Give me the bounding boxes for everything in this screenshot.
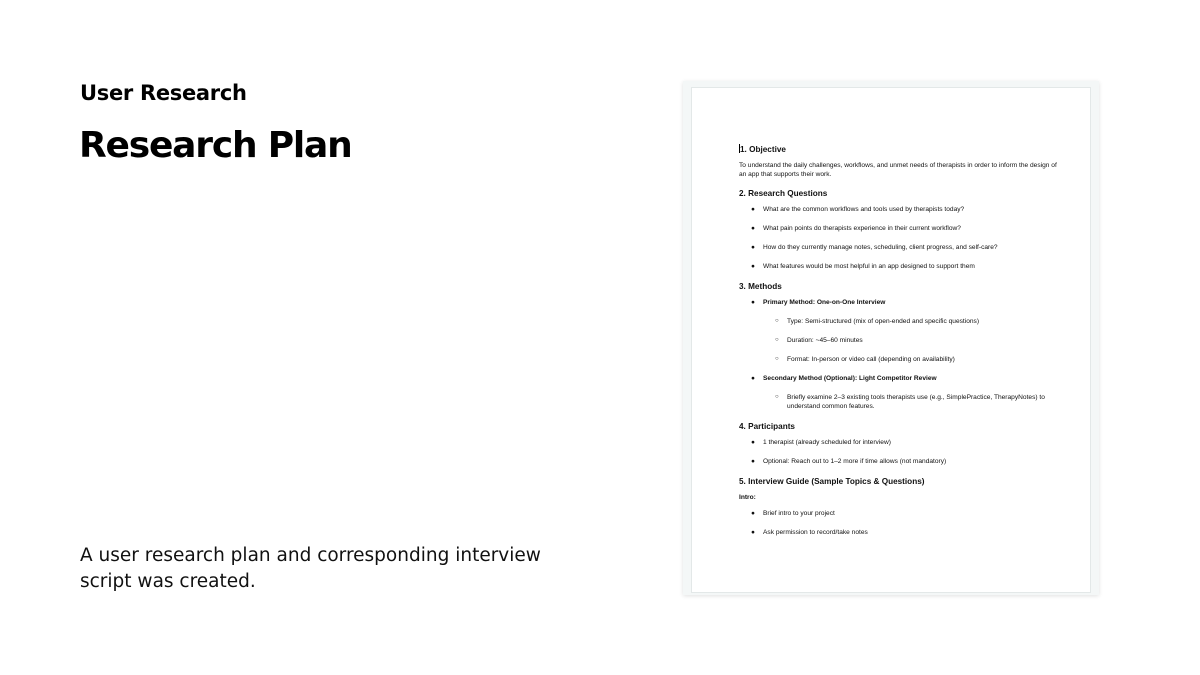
research-questions-heading: 2. Research Questions	[739, 188, 828, 198]
list-item: ● 1 therapist (already scheduled for interview)	[751, 439, 891, 447]
participants-list	[739, 438, 1059, 466]
list-item: ● Secondary Method (Optional): Light Competitor Review ○ Briefly examine 2–3 existing tools therapists use (e.g., SimplePractice, TherapyNotes) to understand common features.	[739, 374, 1059, 412]
secondary-method-sublist	[763, 393, 1059, 412]
bullet-icon: ●	[751, 298, 755, 306]
circle-bullet-icon: ○	[775, 355, 779, 362]
slide-caption: A user research plan and corresponding interview script was created.	[80, 545, 541, 592]
document-body	[739, 144, 1059, 547]
list-item: ○ Duration: ~45–60 minutes	[775, 336, 863, 344]
methods-list	[739, 298, 1059, 412]
document-page	[691, 87, 1091, 593]
list-item: ○ Briefly examine 2–3 existing tools therapists use (e.g., SimplePractice, TherapyNotes) to understand common features.	[775, 393, 1045, 411]
circle-bullet-icon: ○	[775, 393, 779, 400]
list-item: ● Primary Method: One-on-One Interview ○ Type: Semi-structured (mix of open-ended and specific questions) ○ Duration: ~45–60 minutes ○ Format: In-person or video call (depending on availability)	[739, 298, 1059, 364]
bullet-icon: ●	[751, 205, 755, 213]
objective-heading: 1. Objective	[740, 145, 786, 154]
bullet-icon: ●	[751, 458, 755, 466]
document-preview	[683, 81, 1099, 595]
list-item: ● What are the common workflows and tools used by therapists today?	[751, 205, 965, 213]
list-item: ● What features would be most helpful in an app designed to support them	[751, 262, 975, 270]
circle-bullet-icon: ○	[775, 317, 779, 324]
objective-text: To understand the daily challenges, workflows, and unmet needs of therapists in order to inform the design of an app that supports their work.	[739, 162, 1057, 179]
interview-guide-heading: 5. Interview Guide (Sample Topics & Questions)	[739, 477, 925, 487]
bullet-icon: ●	[751, 439, 755, 447]
list-item: ○ Type: Semi-structured (mix of open-ended and specific questions)	[775, 317, 980, 325]
intro-label: Intro:	[739, 494, 756, 502]
list-item: ● Ask permission to record/take notes	[751, 529, 868, 537]
list-item: ● What pain points do therapists experience in their current workflow?	[751, 224, 961, 232]
bullet-icon: ●	[751, 374, 755, 382]
research-questions-list	[739, 205, 1059, 271]
list-item: ○ Format: In-person or video call (depending on availability)	[775, 355, 955, 363]
page-title: Research Plan	[79, 125, 352, 166]
bullet-icon: ●	[751, 510, 755, 518]
list-item: ● Brief intro to your project	[751, 510, 835, 518]
bullet-icon: ●	[751, 529, 755, 537]
bullet-icon: ●	[751, 262, 755, 270]
bullet-icon: ●	[751, 243, 755, 251]
primary-method-sublist	[763, 317, 1059, 364]
list-item: ● Optional: Reach out to 1–2 more if time allows (not mandatory)	[751, 458, 947, 466]
circle-bullet-icon: ○	[775, 336, 779, 343]
section-eyebrow: User Research	[80, 81, 247, 105]
intro-list	[739, 509, 1059, 537]
methods-heading: 3. Methods	[739, 281, 782, 291]
list-item: ● How do they currently manage notes, scheduling, client progress, and self-care?	[751, 243, 998, 251]
participants-heading: 4. Participants	[739, 422, 795, 432]
bullet-icon: ●	[751, 224, 755, 232]
